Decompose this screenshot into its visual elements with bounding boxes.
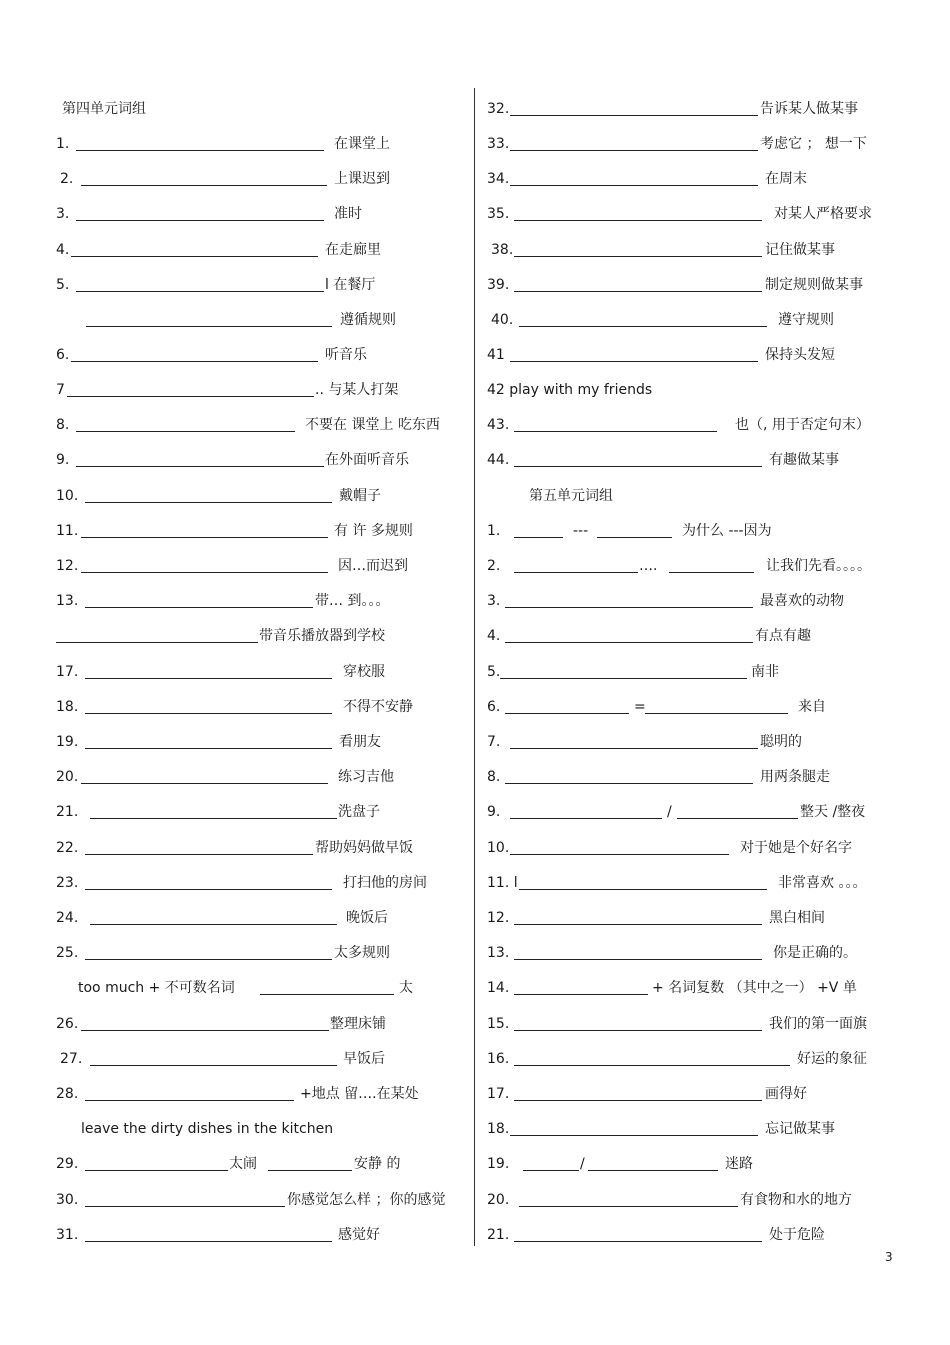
answer-blank[interactable]	[645, 713, 788, 714]
answer-blank[interactable]	[510, 150, 758, 151]
answer-blank[interactable]	[588, 1170, 718, 1171]
answer-blank[interactable]	[514, 1100, 762, 1101]
answer-blank[interactable]	[85, 1241, 332, 1242]
answer-blank[interactable]	[81, 572, 328, 573]
answer-blank[interactable]	[81, 1030, 329, 1031]
answer-blank[interactable]	[76, 150, 324, 151]
answer-blank[interactable]	[514, 1030, 762, 1031]
answer-blank[interactable]	[76, 291, 324, 292]
answer-blank[interactable]	[85, 1206, 285, 1207]
answer-blank[interactable]	[519, 1206, 738, 1207]
answer-blank[interactable]	[85, 748, 332, 749]
answer-blank[interactable]	[500, 678, 747, 679]
answer-blank[interactable]	[505, 607, 753, 608]
answer-blank[interactable]	[510, 185, 758, 186]
answer-blank[interactable]	[85, 889, 332, 890]
answer-blank[interactable]	[514, 431, 717, 432]
answer-blank[interactable]	[510, 854, 729, 855]
answer-blank[interactable]	[81, 185, 327, 186]
answer-blank[interactable]	[514, 572, 638, 573]
answer-blank[interactable]	[514, 924, 762, 925]
answer-blank[interactable]	[510, 361, 758, 362]
answer-blank[interactable]	[86, 326, 332, 327]
answer-blank[interactable]	[510, 115, 758, 116]
answer-blank[interactable]	[85, 854, 313, 855]
answer-blank[interactable]	[514, 1065, 790, 1066]
answer-blank[interactable]	[505, 783, 753, 784]
answer-blank[interactable]	[90, 818, 337, 819]
answer-blank[interactable]	[514, 1241, 762, 1242]
answer-blank[interactable]	[76, 466, 324, 467]
answer-blank[interactable]	[510, 1135, 758, 1136]
answer-blank[interactable]	[514, 537, 563, 538]
answer-blank[interactable]	[514, 994, 648, 995]
answer-blank[interactable]	[85, 1100, 294, 1101]
answer-blank[interactable]	[85, 607, 313, 608]
answer-blank[interactable]	[510, 818, 662, 819]
answer-blank[interactable]	[510, 748, 758, 749]
answer-blank[interactable]	[514, 291, 762, 292]
answer-blank[interactable]	[523, 1170, 579, 1171]
answer-blank[interactable]	[67, 396, 314, 397]
answer-blank[interactable]	[514, 220, 762, 221]
page-number: 3	[885, 1250, 893, 1264]
answer-blank[interactable]	[260, 994, 394, 995]
answer-blank[interactable]	[85, 713, 332, 714]
answer-blank[interactable]	[85, 1170, 228, 1171]
answer-blank[interactable]	[514, 256, 762, 257]
answer-blank[interactable]	[85, 678, 332, 679]
answer-blank[interactable]	[505, 713, 629, 714]
answer-blank[interactable]	[71, 256, 318, 257]
answer-blank[interactable]	[669, 572, 754, 573]
answer-blank[interactable]	[677, 818, 798, 819]
answer-blank[interactable]	[76, 220, 324, 221]
answer-blank[interactable]	[85, 959, 332, 960]
answer-blank[interactable]	[514, 466, 762, 467]
answer-blank[interactable]	[56, 642, 258, 643]
answer-blank[interactable]	[81, 783, 328, 784]
answer-blank[interactable]	[268, 1170, 352, 1171]
answer-blank[interactable]	[519, 889, 767, 890]
answer-blank[interactable]	[71, 361, 318, 362]
answer-blank[interactable]	[90, 924, 337, 925]
answer-blank[interactable]	[514, 959, 762, 960]
answer-blank[interactable]	[76, 431, 295, 432]
answer-blank[interactable]	[81, 537, 328, 538]
answer-blank[interactable]	[505, 642, 753, 643]
answer-blank[interactable]	[597, 537, 672, 538]
column-divider	[474, 88, 475, 1246]
answer-blank[interactable]	[519, 326, 767, 327]
answer-blank[interactable]	[85, 502, 332, 503]
answer-blank[interactable]	[90, 1065, 337, 1066]
